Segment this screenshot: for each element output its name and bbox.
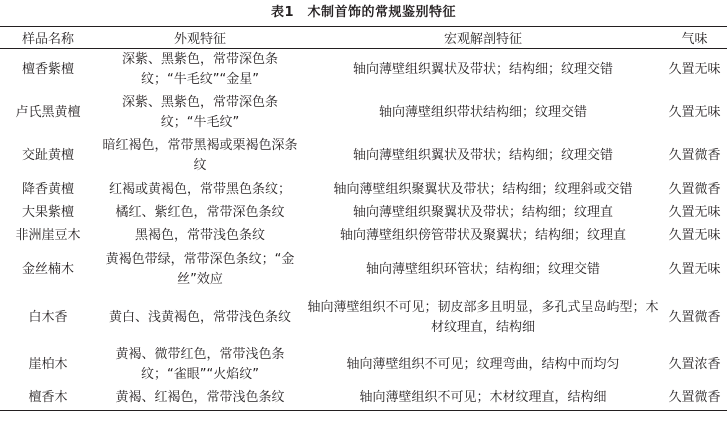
- table-row: [0, 178, 727, 202]
- cell-appearance: 深紫、黑紫色，常带深色条纹；“牛毛纹”: [121, 94, 278, 130]
- cell-odor: 久置无味: [668, 228, 721, 243]
- cell-odor: 久置无味: [668, 104, 721, 120]
- cell-appearance: 橘红、紫红色，常带深色条纹: [115, 205, 285, 220]
- cell-appearance: 黄褐、红褐色，常带浅色条纹: [96, 387, 304, 411]
- cell-sample-name: 白木香: [28, 309, 68, 325]
- cell-odor: 久置无味: [668, 62, 721, 78]
- table-row: [0, 248, 727, 292]
- cell-sample-name: 卢氏黑黄檀: [15, 104, 81, 120]
- table-row: [0, 92, 727, 134]
- cell-odor: 久置微香: [668, 181, 721, 197]
- cell-anatomy: 轴向薄壁组织聚翼状及带状；结构细；纹理斜或交错: [333, 181, 633, 197]
- cell-odor: 久置浓香: [668, 357, 721, 372]
- table-header-row: [0, 27, 727, 49]
- cell-appearance: 红褐或黄褐色，常带黑色条纹；: [108, 181, 291, 197]
- cell-sample-name: 大果紫檀: [21, 205, 74, 220]
- cell-sample-name: 檀香紫檀: [21, 62, 74, 78]
- cell-sample-name: 崖柏木: [28, 357, 68, 372]
- cell-anatomy: 轴向薄壁组织不可见；木材纹理直，结构细: [304, 387, 662, 411]
- header-anatomy: 宏观解剖特征: [304, 27, 662, 49]
- cell-anatomy: 轴向薄壁组织不可见；纹理弯曲，结构中而均匀: [346, 357, 620, 372]
- cell-anatomy: 轴向薄壁组织不可见；韧皮部多且明显，多孔式呈岛屿型；木材纹理直，结构细: [307, 299, 659, 335]
- cell-appearance: 黄褐、微带红色，常带浅色条纹；“雀眼”“火焰纹”: [115, 347, 285, 382]
- cell-odor: 久置微香: [662, 387, 727, 411]
- cell-sample-name: 降香黄檀: [21, 181, 74, 197]
- cell-sample-name: 金丝楠木: [21, 261, 74, 277]
- cell-anatomy: 轴向薄壁组织翼状及带状；结构细；纹理交错: [352, 147, 613, 163]
- cell-anatomy: 轴向薄壁组织带状结构细；纹理交错: [378, 104, 587, 120]
- cell-anatomy: 轴向薄壁组织傍管带状及聚翼状；结构细；纹理直: [339, 228, 626, 243]
- header-appearance: 外观特征: [96, 27, 304, 49]
- header-sample-name: 样品名称: [0, 27, 96, 49]
- cell-appearance: 黄白、浅黄褐色，常带浅色条纹: [108, 309, 291, 325]
- table-row: [0, 387, 727, 411]
- cell-anatomy: 轴向薄壁组织环管状；结构细；纹理交错: [365, 261, 600, 277]
- cell-odor: 久置微香: [668, 147, 721, 163]
- cell-anatomy: 轴向薄壁组织翼状及带状；结构细；纹理交错: [352, 62, 613, 78]
- table-row: [0, 292, 727, 344]
- header-odor: 气味: [662, 27, 727, 49]
- identification-table: [0, 26, 727, 411]
- cell-sample-name: 檀香木: [0, 387, 96, 411]
- cell-appearance: 暗红褐色，常带黑褐或栗褐色深条纹: [102, 137, 298, 173]
- table-row: [0, 225, 727, 248]
- cell-odor: 久置无味: [668, 261, 721, 277]
- cell-sample-name: 非洲崖豆木: [15, 228, 81, 243]
- cell-anatomy: 轴向薄壁组织聚翼状及带状；结构细；纹理直: [352, 205, 613, 220]
- table-row: [0, 49, 727, 92]
- cell-appearance: 黑褐色，常带浅色条纹: [134, 228, 265, 243]
- table-caption: 表1 木制首饰的常规鉴别特征: [270, 5, 457, 20]
- cell-odor: 久置微香: [668, 309, 721, 325]
- cell-sample-name: 交趾黄檀: [21, 147, 74, 163]
- table-row: [0, 344, 727, 387]
- table-row: [0, 202, 727, 225]
- table-row: [0, 134, 727, 178]
- cell-appearance: 黄褐色带绿，常带深色条纹；“金丝”效应: [105, 251, 295, 287]
- cell-appearance: 深紫、黑紫色，常带深色条纹；“牛毛纹”“金星”: [121, 52, 278, 88]
- cell-odor: 久置无味: [668, 205, 721, 220]
